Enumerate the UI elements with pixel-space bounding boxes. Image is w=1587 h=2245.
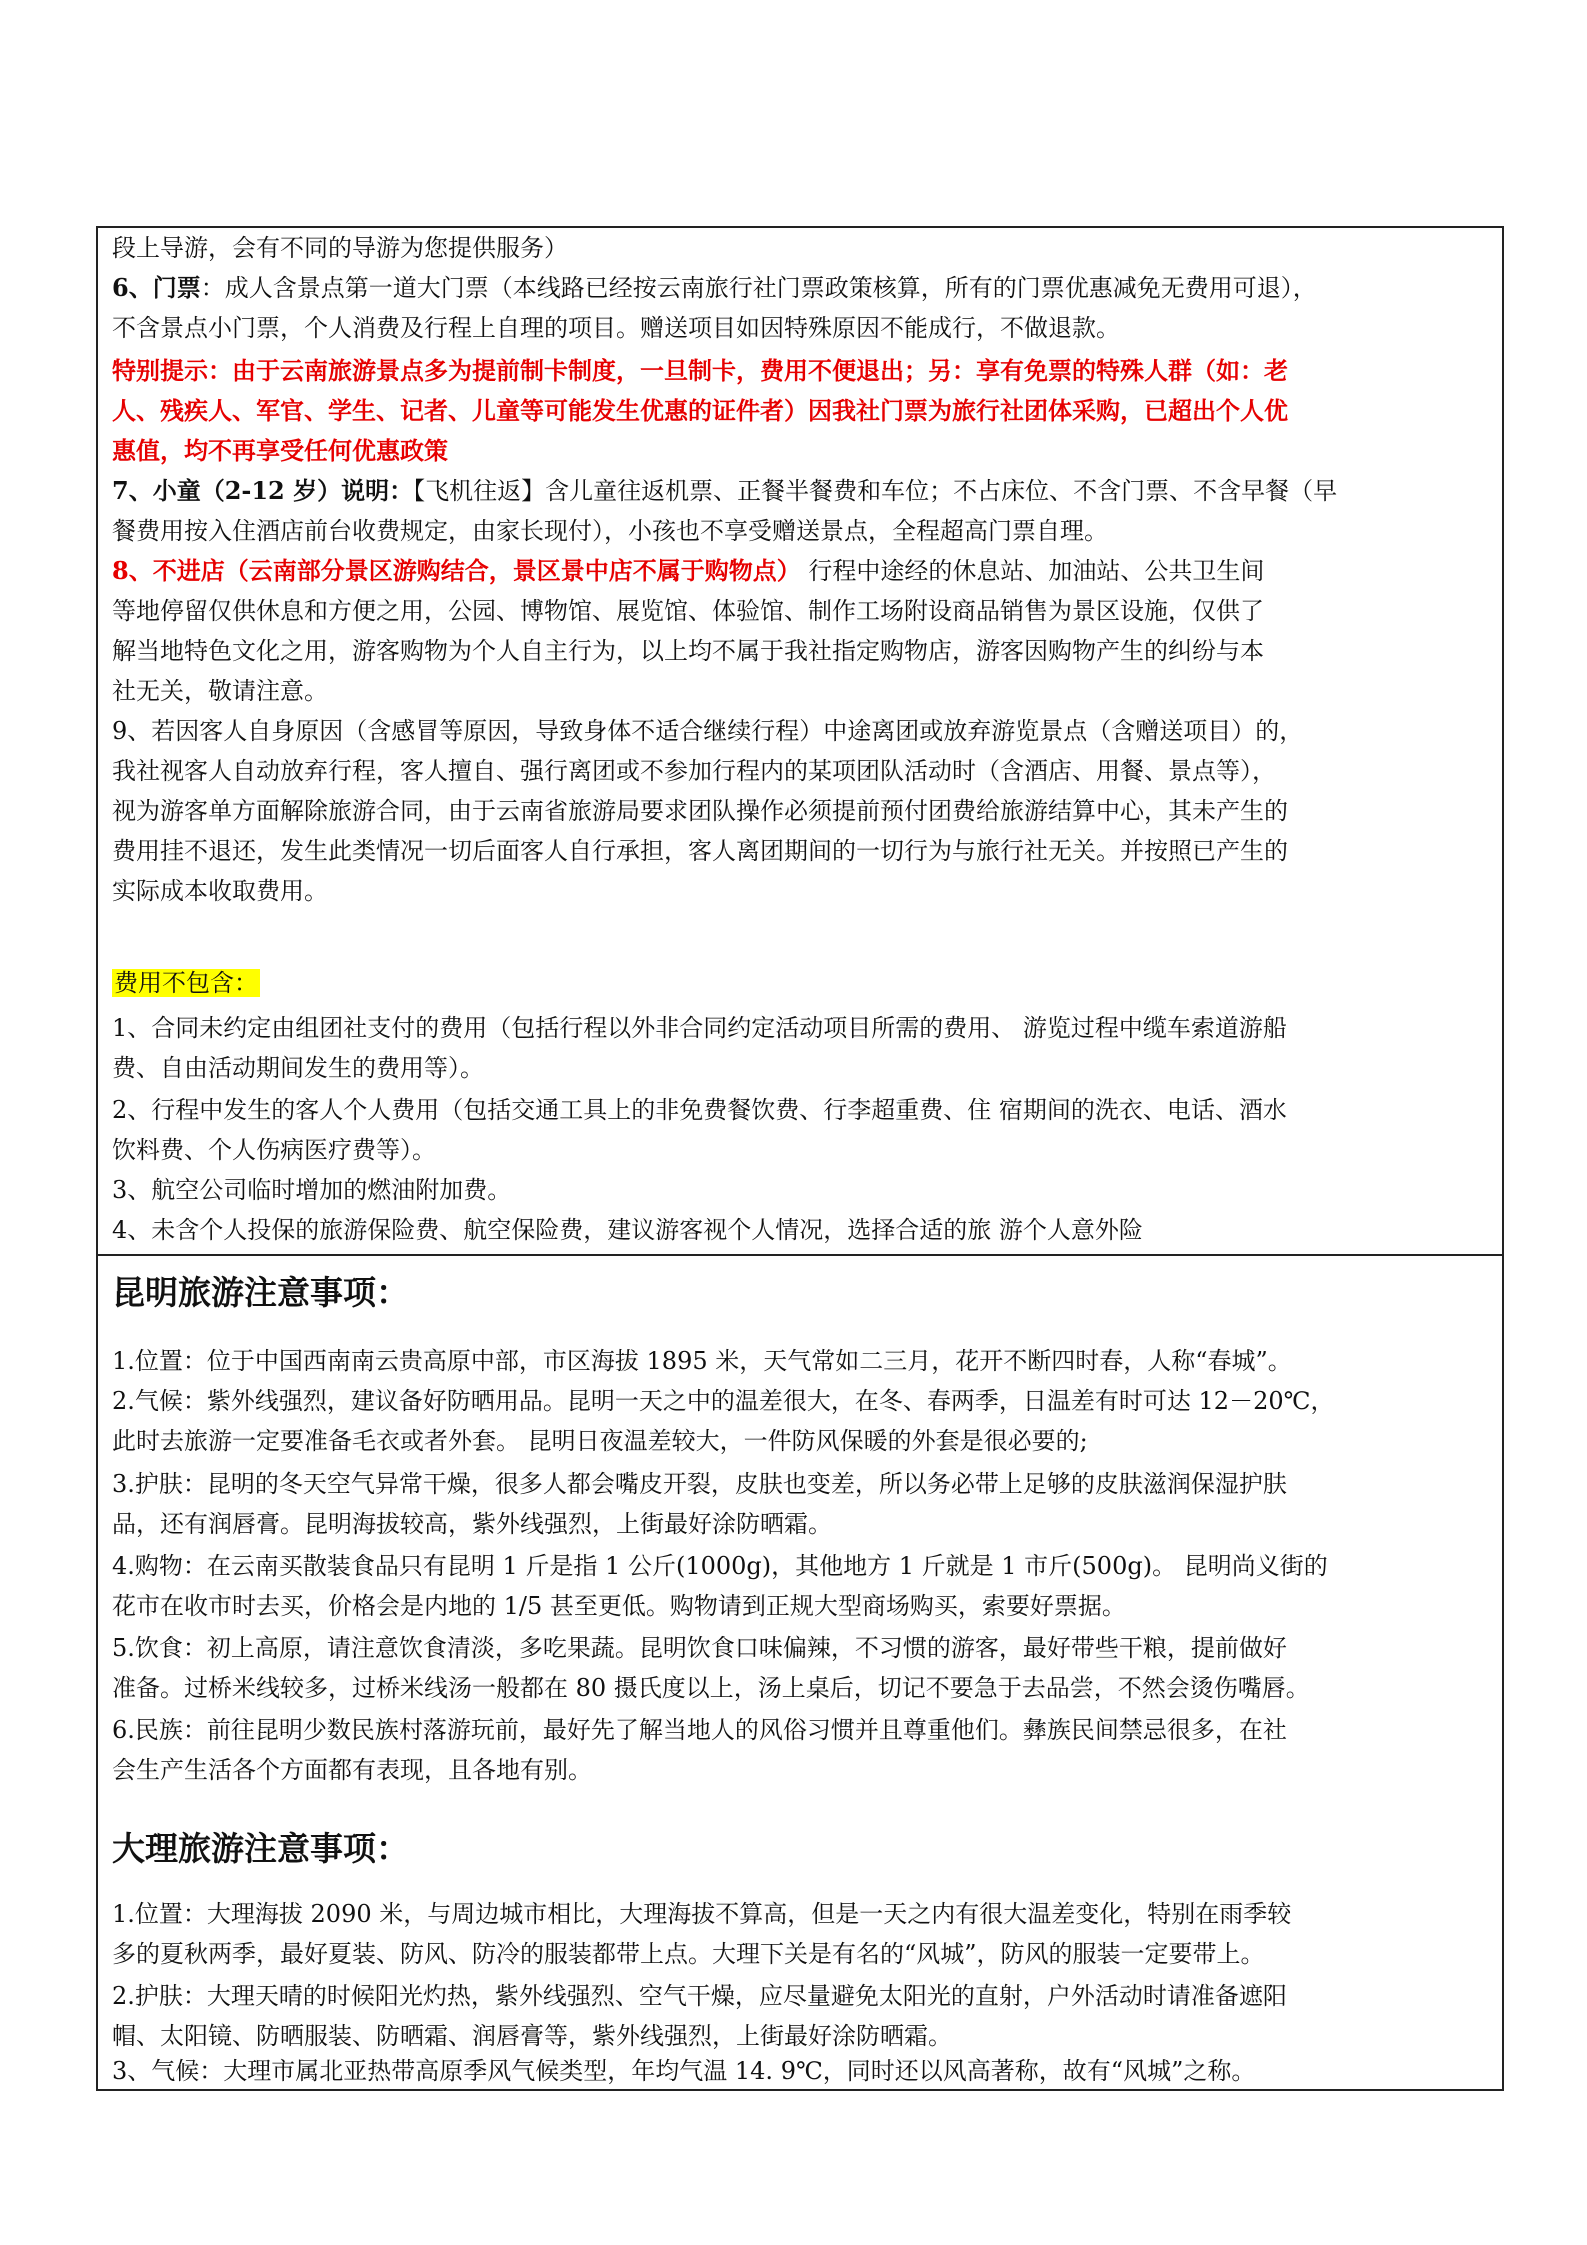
dali-line-2: 多的夏秋两季，最好夏装、防风、防冷的服装都带上点。大理下关是有名的“风城”，防风的服装一定要带上。: [112, 1940, 1265, 1968]
shopping-line-3: 解当地特色文化之用，游客购物为个人自主行为，以上均不属于我社指定购物店，游客因购物产生的纠纷与本: [112, 637, 1264, 665]
kunming-title: 昆明旅游注意事项：: [112, 1273, 409, 1312]
kunming-line-10: 6.民族：前往昆明少数民族村落游玩前，最好先了解当地人的风俗习惯并且尊重他们。彝族民间禁忌很多，在社: [112, 1716, 1287, 1744]
exclusions-title: 费用不包含：: [114, 969, 258, 997]
ticket-line-2: 不含景点小门票，个人消费及行程上自理的项目。赠送项目如因特殊原因不能成行，不做退款。: [112, 314, 1120, 342]
dali-line-1: 1.位置：大理海拔 2090 米，与周边城市相比，大理海拔不算高，但是一天之内有很大温差变化，特别在雨季较: [112, 1900, 1292, 1928]
exclusion-4: 4、未含个人投保的旅游保险费、航空保险费，建议游客视个人情况，选择合适的旅 游个人意外险: [112, 1216, 1143, 1244]
dali-line-3: 2.护肤：大理天晴的时候阳光灼热，紫外线强烈、空气干燥，应尽量避免太阳光的直射，户外活动时请准备遮阳: [112, 1982, 1287, 2010]
special-notice-line-1: 特别提示：由于云南旅游景点多为提前制卡制度，一旦制卡，费用不便退出；另：享有免票的特殊人群（如：老: [112, 356, 1288, 385]
leave-line-5: 实际成本收取费用。: [112, 877, 328, 905]
child-line-1: [112, 471, 1492, 511]
shopping-label: 8、不进店（云南部分景区游购结合，景区景中店不属于购物点）: [112, 556, 801, 585]
special-notice-line-2: 人、残疾人、军官、学生、记者、儿童等可能发生优惠的证件者）因我社门票为旅行社团体采购，已超出个人优: [112, 396, 1288, 425]
shopping-line-2: 等地停留仅供休息和方便之用，公园、博物馆、展览馆、体验馆、制作工场附设商品销售为景区设施，仅供了: [112, 597, 1264, 625]
exclusion-3: 3、航空公司临时增加的燃油附加费。: [112, 1176, 512, 1204]
dali-line-4: 帽、太阳镜、防晒服装、防晒霜、润唇膏等，紫外线强烈，上街最好涂防晒霜。: [112, 2022, 952, 2050]
kunming-line-3: 此时去旅游一定要准备毛衣或者外套。 昆明日夜温差较大，一件防风保暖的外套是很必要的;: [112, 1427, 1088, 1455]
travel-notes-cell: [98, 1254, 1502, 2089]
exclusion-2-line-1: 2、行程中发生的客人个人费用（包括交通工具上的非免费餐饮费、行李超重费、住 宿期间的洗衣、电话、酒水: [112, 1096, 1287, 1124]
leave-line-3: 视为游客单方面解除旅游合同，由于云南省旅游局要求团队操作必须提前预付团费给旅游结算中心，其未产生的: [112, 797, 1288, 825]
dali-line-5: 3、气候：大理市属北亚热带高原季风气候类型，年均气温 14. 9℃，同时还以风高著称，故有“风城”之称。: [112, 2057, 1256, 2085]
child-text: 【飞机往返】含儿童往返机票、正餐半餐费和车位；不占床位、不含门票、不含早餐（早: [413, 477, 1338, 505]
kunming-line-8: 5.饮食：初上高原，请注意饮食清淡，多吃果蔬。昆明饮食口味偏辣，不习惯的游客，最好带些干粮，提前做好: [112, 1634, 1287, 1662]
ticket-text: ：成人含景点第一道大门票（本线路已经按云南旅行社门票政策核算，所有的门票优惠减免无费用可退），: [200, 274, 1317, 302]
kunming-line-7: 花市在收市时去买，价格会是内地的 1/5 甚至更低。购物请到正规大型商场购买，索要好票据。: [112, 1592, 1126, 1620]
shopping-line-1: [112, 551, 1492, 591]
guide-note-tail: 段上导游，会有不同的导游为您提供服务）: [112, 234, 568, 262]
shopping-text: 行程中途经的休息站、加油站、公共卫生间: [800, 557, 1265, 585]
kunming-line-2: 2.气候：紫外线强烈，建议备好防晒用品。昆明一天之中的温差很大，在冬、春两季，日温差有时可达 12－20℃，: [112, 1387, 1335, 1415]
leave-line-4: 费用挂不退还，发生此类情况一切后面客人自行承担，客人离团期间的一切行为与旅行社无关。并按照已产生的: [112, 837, 1288, 865]
exclusion-1-line-1: 1、合同未约定由组团社支付的费用（包括行程以外非合同约定活动项目所需的费用、 游览过程中缆车索道游船: [112, 1014, 1287, 1042]
itinerary-table: [96, 226, 1504, 2091]
kunming-line-11: 会生产生活各个方面都有表现，且各地有别。: [112, 1756, 592, 1784]
child-label: 7、小童（2-12 岁）说明：: [112, 476, 414, 505]
cost-notes-cell: [98, 228, 1502, 1254]
ticket-line-1: [112, 268, 1492, 308]
kunming-line-4: 3.护肤：昆明的冬天空气异常干燥，很多人都会嘴皮开裂，皮肤也变差，所以务必带上足够的皮肤滋润保湿护肤: [112, 1470, 1287, 1498]
exclusion-1-line-2: 费、自由活动期间发生的费用等）。: [112, 1054, 484, 1082]
kunming-line-1: 1.位置：位于中国西南南云贵高原中部，市区海拔 1895 米，天气常如二三月，花开不断四时春，人称“春城”。: [112, 1347, 1292, 1375]
ticket-label: 6、门票: [112, 273, 201, 302]
kunming-line-6: 4.购物：在云南买散装食品只有昆明 1 斤是指 1 公斤(1000g)，其他地方 1 斤就是 1 市斤(500g)。 昆明尚义街的: [112, 1552, 1328, 1580]
leave-line-1: 9、若因客人自身原因（含感冒等原因，导致身体不适合继续行程）中途离团或放弃游览景点（含赠送项目）的，: [112, 717, 1304, 745]
dali-title: 大理旅游注意事项：: [112, 1829, 409, 1868]
exclusions-title-line: [112, 963, 1492, 1003]
kunming-line-9: 准备。过桥米线较多，过桥米线汤一般都在 80 摄氏度以上，汤上桌后，切记不要急于去品尝，不然会烫伤嘴唇。: [112, 1674, 1310, 1702]
child-line-2: 餐费用按入住酒店前台收费规定，由家长现付），小孩也不享受赠送景点，全程超高门票自理。: [112, 517, 1108, 545]
exclusion-2-line-2: 饮料费、个人伤病医疗费等）。: [112, 1136, 436, 1164]
leave-line-2: 我社视客人自动放弃行程，客人擅自、强行离团或不参加行程内的某项团队活动时（含酒店、用餐、景点等），: [112, 757, 1276, 785]
shopping-line-4: 社无关，敬请注意。: [112, 677, 328, 705]
special-notice-line-3: 惠值，均不再享受任何优惠政策: [112, 436, 448, 465]
kunming-line-5: 品，还有润唇膏。昆明海拔较高，紫外线强烈，上街最好涂防晒霜。: [112, 1510, 832, 1538]
